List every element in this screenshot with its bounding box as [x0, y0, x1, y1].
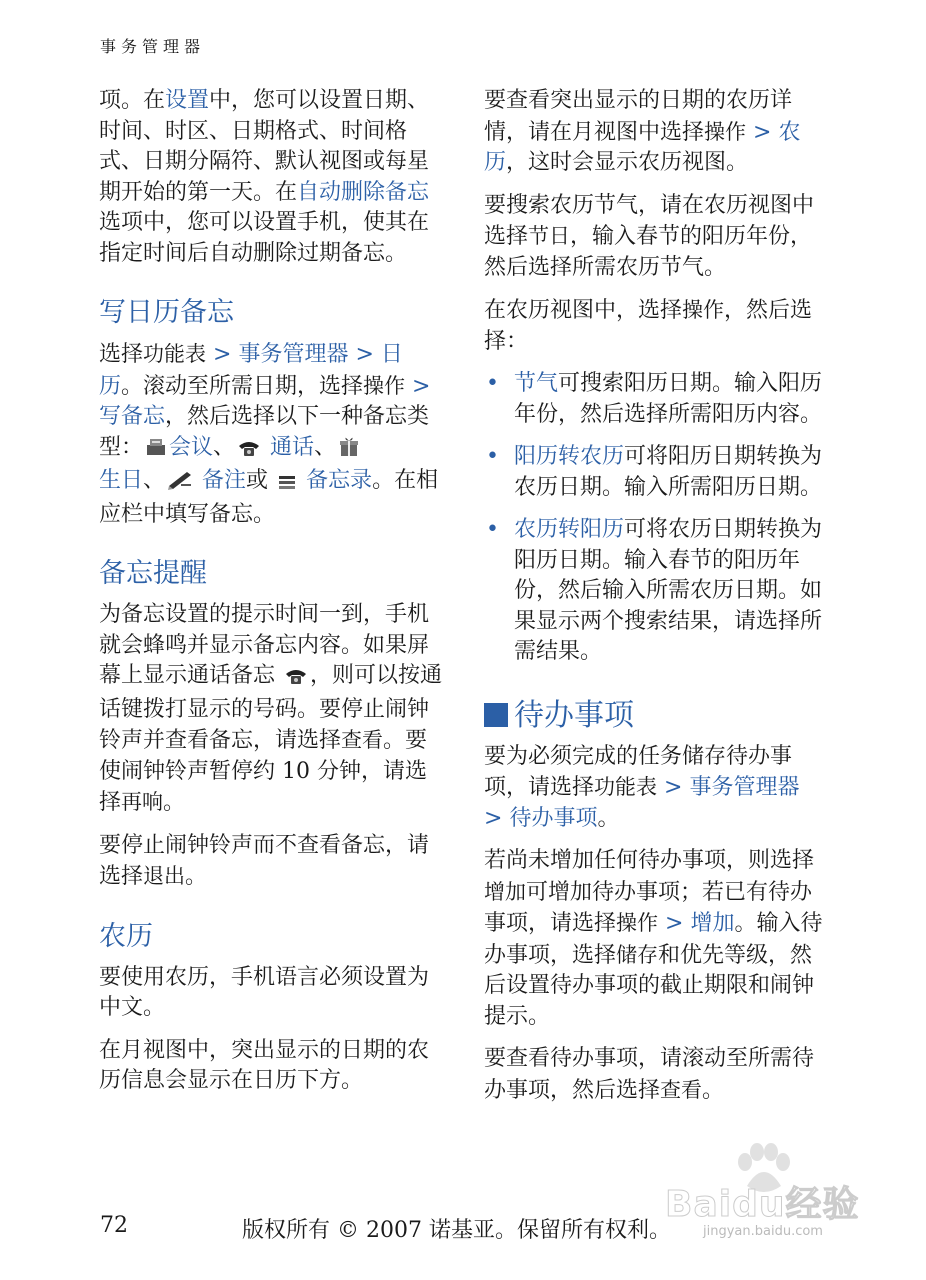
write-note-link[interactable]: 写备忘 [99, 404, 166, 429]
organizer-link[interactable]: 事务管理器 [689, 775, 800, 800]
lunar-options-paragraph: 在农历视图中，选择操作，然后选择： [484, 298, 813, 354]
organizer-link[interactable]: 事务管理器 [238, 342, 349, 367]
meeting-link[interactable]: 会议 [169, 434, 214, 460]
list-item: • 阳历转农历可将阳历日期转换为农历日期。输入所需阳历日期。 [486, 444, 823, 500]
meeting-icon [145, 436, 167, 467]
section-heading-write-note: 写日历备忘 [99, 297, 234, 328]
solar-term-link[interactable]: 节气 [514, 371, 559, 396]
lunar-paragraph-1: 要使用农历，手机语言必须设置为中文。 [99, 964, 430, 1020]
call-link[interactable]: 通话 [270, 434, 315, 460]
memo-link[interactable]: 备忘录 [306, 468, 373, 493]
section-heading-todo: 待办事项 [484, 698, 829, 734]
left-column [99, 86, 444, 1109]
call-icon [237, 436, 261, 467]
add-link[interactable]: 增加 [690, 911, 735, 936]
lunar-to-solar-link[interactable]: 农历转阳历 [514, 517, 625, 542]
reminder-paragraph-1: 为备忘设置的提示时间一到，手机就会蜂鸣并显示备忘内容。如果屏幕上显示通话备忘 ，则可以按通话键拨打显示的号码。要停止闹钟铃声并查看备忘，请选择查看。要使闹钟铃声暂停约 10 分钟，请选择再响。 [99, 602, 443, 815]
page-number: 72 [100, 1213, 128, 1238]
gift-icon [338, 435, 360, 467]
list-item: • 农历转阳历可将农历日期转换为阳历日期。输入春节的阳历年份，然后输入所需农历日期。如果显示两个搜索结果，请选择所需结果。 [486, 517, 823, 664]
baidu-watermark [665, 1140, 865, 1250]
square-bullet-icon [484, 703, 508, 727]
section-heading-reminder: 备忘提醒 [99, 558, 207, 589]
note-link[interactable]: 备注 [202, 468, 247, 493]
call-icon [284, 664, 308, 695]
right-column [484, 86, 829, 1118]
section-heading-lunar: 农历 [99, 920, 153, 952]
lunar-options-list [484, 369, 829, 668]
todo-paragraph-2: 若尚未增加任何待办事项，则选择增加可增加待办事项；若已有待办事项，请选择操作 > 增加。输入待办事项，选择储存和优先等级，然后设置待办事项的截止期限和闹钟提示。 [484, 848, 823, 1029]
calendar-link[interactable]: 日历 [99, 342, 403, 399]
watermark-url: jingyan.baidu.com [703, 1224, 823, 1239]
todo-paragraph-1: 要为必须完成的任务储存待办事项，请选择功能表 > 事务管理器 > 待办事项。 [484, 743, 800, 831]
copyright-text: 版权所有 © 2007 诺基亚。保留所有权利。 [242, 1218, 671, 1243]
reminder-paragraph-2: 要停止闹钟铃声而不查看备忘，请选择退出。 [99, 832, 430, 889]
auto-delete-link[interactable]: 自动删除备忘 [297, 179, 430, 205]
write-note-paragraph: 选择功能表 > 事务管理器 > 日历。滚动至所需日期，选择操作 > 写备忘，然后选择以下一种备忘类型： 会议、 通话、 生日、 备注或 备忘录。在相应栏中填写备忘。 [99, 342, 439, 527]
lunar-search-paragraph: 要搜索农历节气，请在农历视图中选择节日，输入春节的阳历年份，然后选择所需农历节气。 [484, 192, 815, 280]
page-header: 事务管理器 [100, 37, 206, 56]
solar-to-lunar-link[interactable]: 阳历转农历 [514, 444, 625, 469]
lunar-details-paragraph: 要查看突出显示的日期的农历详情，请在月视图中选择操作 > 农历，这时会显示农历视图。 [484, 88, 801, 175]
watermark-brand: Baidu经验 [665, 1184, 860, 1225]
settings-link[interactable]: 设置 [165, 88, 210, 113]
birthday-link[interactable]: 生日 [99, 468, 144, 493]
memo-pen-icon [167, 469, 193, 500]
todo-link[interactable]: 待办事项 [509, 805, 598, 831]
todo-paragraph-3: 要查看待办事项，请滚动至所需待办事项，然后选择查看。 [484, 1046, 815, 1103]
lunar-paragraph-2: 在月视图中，突出显示的日期的农历信息会显示在日历下方。 [99, 1037, 430, 1093]
lunar-link[interactable]: 农历 [484, 119, 801, 175]
intro-paragraph: 项。在设置中，您可以设置日期、时间、时区、日期格式、时间格式、日期分隔符、默认视图或每星期开始的第一天。在自动删除备忘选项中，您可以设置手机，使其在指定时间后自动删除过期备忘。 [99, 88, 430, 266]
memo-list-icon [277, 469, 297, 500]
list-item: • 节气可搜索阳历日期。输入阳历年份，然后选择所需阳历内容。 [486, 371, 823, 427]
